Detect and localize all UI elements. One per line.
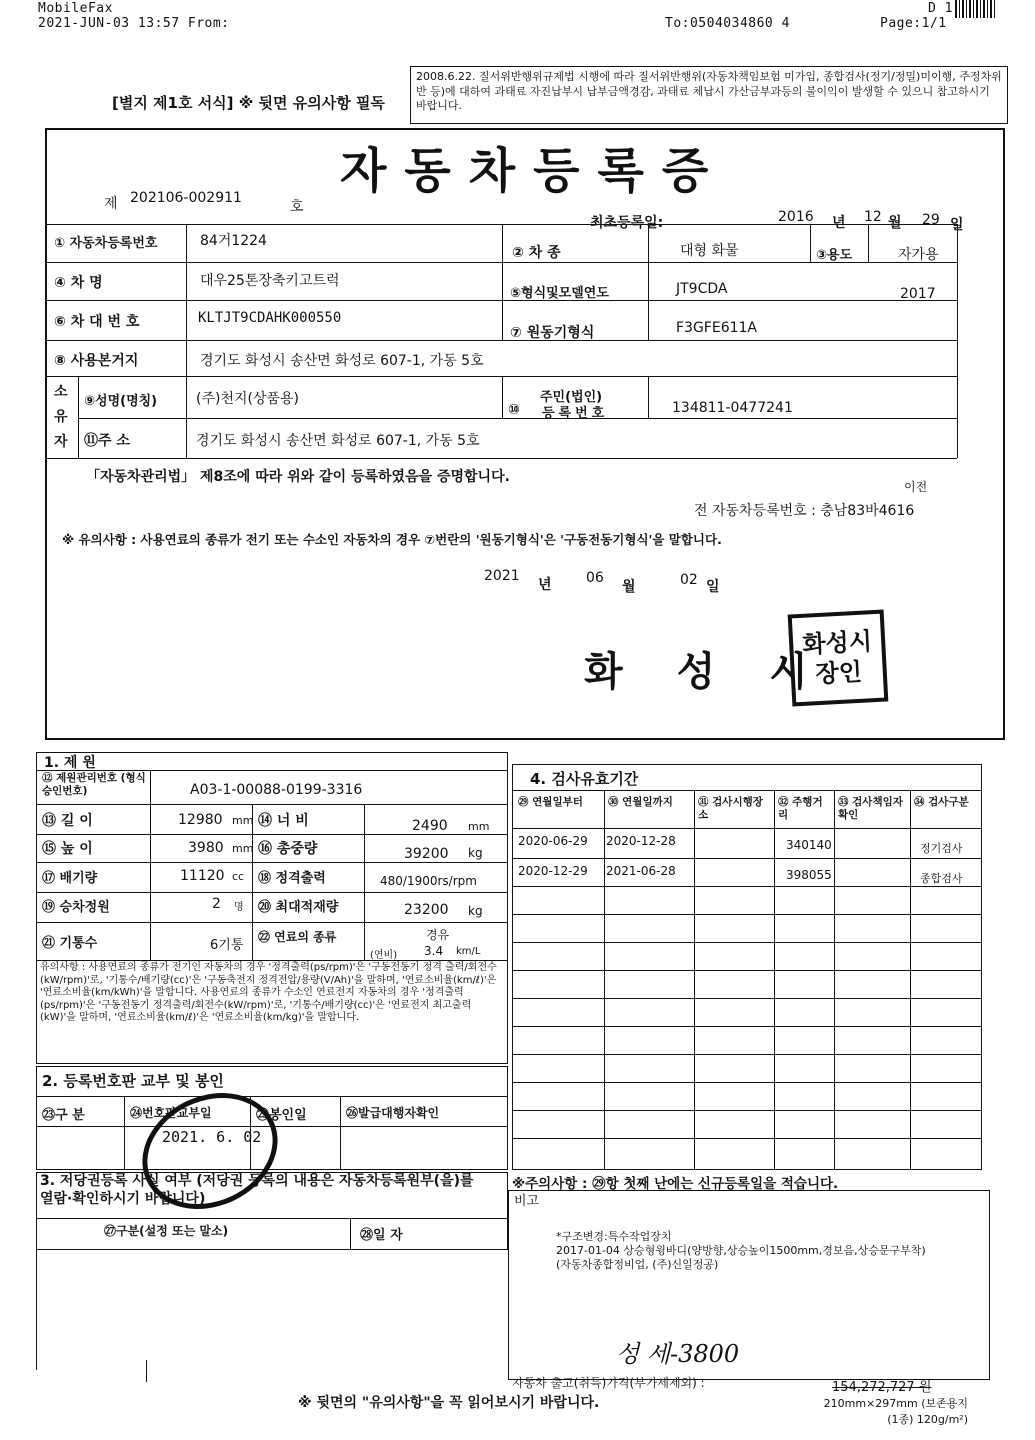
owner-side-label: 소유자 bbox=[54, 384, 68, 450]
maxload-unit: kg bbox=[468, 904, 483, 918]
insp-row1-km: 340140 bbox=[786, 838, 832, 852]
fuel-value: 경유 bbox=[426, 928, 450, 942]
first-reg-day: 29 bbox=[922, 212, 940, 228]
owner-id-value: 134811-0477241 bbox=[672, 400, 793, 416]
lien-header-kind: ㉗구분(설정 또는 말소) bbox=[104, 1224, 229, 1238]
owner-addr-value: 경기도 화성시 송산면 화성로 607-1, 가동 5호 bbox=[196, 433, 480, 449]
remarks-line2: 2017-01-04 상승형윙바디(양방향,상승높이1500mm,경보음,상승문구부착) (자동차종합정비업, (주)신일정공) bbox=[556, 1244, 926, 1271]
notice-box: 2008.6.22. 질서위반행위규제법 시행에 따라 질서위반행위(자동차책임보험 미가입, 종합검사(정기/정밀)미이행, 주정차위반 등)에 대하여 과태료 자진납부시 납부금액경감, 과태료 체납시 가산금부과등의 불이익이 발생할 수 있으니 참고하시기 바랍니다. bbox=[410, 66, 1008, 124]
fax-page-code: D 1 bbox=[928, 1, 953, 16]
displacement-label: ⑰ 배기량 bbox=[42, 871, 98, 886]
lien-title: 3. 저당권등록 사실 여부 (저당권 등록의 내용은 자동차등록원부(을)를 열람·확인하시기 바랍니다) bbox=[40, 1173, 474, 1207]
model-label: ⑤형식및모델연도 bbox=[510, 286, 609, 301]
issue-year: 2021 bbox=[484, 568, 520, 584]
first-reg-d: 일 bbox=[950, 217, 964, 233]
approval-value: A03-1-00088-0199-3316 bbox=[190, 782, 363, 798]
plate-issue-date: 2021. 6. 02 bbox=[162, 1128, 262, 1146]
power-label: ⑱ 정격출력 bbox=[258, 871, 326, 886]
fuel-eff-label: (연비) bbox=[370, 950, 398, 961]
vin-label: ⑥ 차 대 번 호 bbox=[54, 314, 140, 330]
remarks-line1: *구조변경:특수작업장치 bbox=[556, 1230, 672, 1243]
car-type-value: 대형 화물 bbox=[680, 243, 739, 259]
height-unit: mm bbox=[232, 842, 254, 855]
maxload-value: 23200 bbox=[404, 902, 449, 918]
plate-header-kind: ㉓구 분 bbox=[42, 1108, 85, 1123]
fuel-label: ㉒ 연료의 종류 bbox=[258, 930, 337, 944]
location-value: 경기도 화성시 송산면 화성로 607-1, 가동 5호 bbox=[200, 353, 484, 369]
height-value: 3980 bbox=[188, 840, 224, 856]
seats-label: ⑲ 승차정원 bbox=[42, 900, 110, 915]
power-value: 480/1900rs/rpm bbox=[380, 874, 477, 888]
fax-app-name: MobileFax bbox=[38, 1, 113, 16]
inspection-title: 4. 검사유효기간 bbox=[530, 770, 639, 788]
seats-value: 2 bbox=[212, 896, 221, 912]
reg-no-label: ① 자동차등록번호 bbox=[54, 236, 158, 251]
issue-day: 02 bbox=[680, 572, 698, 588]
reg-no-value: 84거1224 bbox=[200, 233, 267, 249]
plate-header-agent: ㉖발급대행자확인 bbox=[346, 1106, 440, 1120]
certify-statement: 「자동차관리법」 제8조에 따라 위와 같이 등록하였음을 증명합니다. bbox=[86, 469, 510, 485]
spec-title: 1. 제 원 bbox=[44, 755, 96, 771]
caution-text: ※ 유의사항 : 사용연료의 종류가 전기 또는 수소인 자동차의 경우 ⑦번란의 '원동기형식'은 '구동전동기형식'을 말합니다. bbox=[62, 532, 722, 547]
remarks-title: 비고 bbox=[514, 1194, 540, 1209]
cert-no-suffix: 호 bbox=[290, 199, 304, 215]
fuel-eff-value: 3.4 bbox=[424, 944, 444, 958]
insp-header-km: ㉜ 주행거리 bbox=[778, 796, 823, 821]
issue-y: 년 bbox=[538, 577, 552, 593]
owner-addr-label: ⑪주 소 bbox=[84, 433, 130, 449]
price-label: 자동차 출고(취득)가격(부가세제외) : bbox=[512, 1376, 705, 1390]
insp-header-kind: ㉞ 검사구분 bbox=[914, 796, 969, 808]
use-label: ③용도 bbox=[816, 248, 853, 263]
gross-unit: kg bbox=[468, 846, 483, 860]
issuer-name: 화 성 시 bbox=[584, 648, 828, 695]
footer-note: ※ 뒷면의 "유의사항"을 꼭 읽어보시기 바랍니다. bbox=[298, 1395, 600, 1411]
plate-header-issue: ㉔번호판교부일 bbox=[130, 1106, 212, 1120]
remarks-section bbox=[508, 1190, 990, 1380]
height-label: ⑮ 높 이 bbox=[42, 841, 93, 857]
prev-reg-number: 전 자동차등록번호 : 충남83바4616 bbox=[694, 503, 915, 519]
fax-page-number: Page:1/1 bbox=[880, 16, 947, 31]
engine-value: F3GFE611A bbox=[676, 320, 758, 336]
displacement-value: 11120 bbox=[180, 868, 225, 884]
first-reg-label: 최초등록일: bbox=[590, 215, 664, 231]
owner-name-value: (주)천지(상품용) bbox=[196, 391, 299, 407]
car-name-value: 대우25톤장축키고트럭 bbox=[200, 273, 340, 289]
lien-header-date: ㉘일 자 bbox=[360, 1228, 403, 1243]
model-value: JT9CDA bbox=[676, 281, 728, 297]
transfer-label: 이전 bbox=[904, 480, 928, 494]
first-reg-m: 월 bbox=[888, 215, 902, 231]
approval-label: ⑫ 제원관리번호 (형식승인번호) bbox=[42, 772, 146, 797]
length-value: 12980 bbox=[178, 812, 223, 828]
location-label: ⑧ 사용본거지 bbox=[54, 353, 139, 369]
car-type-label: ② 차 종 bbox=[512, 245, 561, 261]
handwritten-note: 성 세-3800 bbox=[616, 1340, 740, 1368]
fuel-eff-unit: km/L bbox=[456, 946, 481, 957]
price-value: 154,272,727 원 bbox=[832, 1380, 932, 1395]
fax-sent-time: 2021-JUN-03 13:57 From: bbox=[38, 16, 230, 31]
length-unit: mm bbox=[232, 814, 254, 827]
cert-number: 202106-002911 bbox=[130, 190, 242, 206]
owner-name-label: ⑨성명(명칭) bbox=[84, 394, 158, 409]
vin-value: KLTJT9CDAHK000550 bbox=[198, 310, 342, 326]
car-name-label: ④ 차 명 bbox=[54, 275, 103, 291]
insp-row1-kind: 정기검사 bbox=[920, 842, 963, 855]
gross-value: 39200 bbox=[404, 846, 449, 862]
insp-header-check: ㉝ 검사책임자확인 bbox=[838, 796, 903, 821]
width-unit: mm bbox=[468, 820, 490, 833]
spec-note: 유의사항 : 사용연료의 종류가 전기인 자동차의 경우 '정격출력(ps/rpm)'은 '구동전동기 정격 출력/회전수(kW/rpm)'로, '기통수/배기량(cc)'은 '구동축전지 정격전압/용량(V/Ah)'을 말하며, '연료소비율(km/ℓ)'은 '연료소비율(km/kWh)'을 말합니다. 사용연료의 종류가 수소인 연료전지 자동차의 경우 '정격출력(ps/rpm)'은 '구동전동기 정격출력/회전수(kW/rpm)'로, '기통수/배기량(cc)'은 '연료전지 최고출력(kW)'을 말하며, '연료소비율(km/ℓ)'은 '연료소비율(km/kg)'을 말합니다. bbox=[40, 962, 497, 1023]
owner-id-num: ⑩ bbox=[508, 402, 520, 418]
issue-d: 일 bbox=[706, 579, 720, 595]
form-label: [별지 제1호 서식] ※ 뒷면 유의사항 필독 bbox=[112, 94, 385, 112]
insp-row2-to: 2021-06-28 bbox=[606, 864, 676, 878]
cylinders-value: 6기통 bbox=[210, 938, 244, 953]
plate-title: 2. 등록번호판 교부 및 봉인 bbox=[42, 1072, 224, 1090]
width-value: 2490 bbox=[412, 818, 448, 834]
first-reg-year: 2016 bbox=[778, 209, 814, 225]
insp-row1-to: 2020-12-28 bbox=[606, 834, 676, 848]
engine-label: ⑦ 원동기형식 bbox=[510, 325, 595, 341]
gross-label: ⑯ 총중량 bbox=[258, 841, 318, 857]
insp-header-to: ㉚ 연월일까지 bbox=[608, 796, 673, 808]
cert-no-prefix: 제 bbox=[104, 196, 118, 212]
insp-row2-km: 398055 bbox=[786, 868, 832, 882]
insp-row2-from: 2020-12-29 bbox=[518, 864, 588, 878]
insp-header-from: ㉙ 연월일부터 bbox=[518, 796, 583, 808]
paper-spec: 210mm×297mm (보존용지(1종) 120g/m²) bbox=[823, 1397, 968, 1426]
owner-id-label2: 등록번호 bbox=[542, 406, 609, 421]
plate-header-seal: ㉕봉인일 bbox=[256, 1108, 307, 1123]
model-year: 2017 bbox=[900, 286, 936, 302]
length-label: ⑬ 길 이 bbox=[42, 813, 93, 829]
page-title: 자동차등록증 bbox=[340, 143, 727, 199]
maxload-label: ⑳ 최대적재량 bbox=[258, 900, 339, 915]
first-reg-month: 12 bbox=[864, 209, 882, 225]
owner-id-label1: 주민(법인) bbox=[540, 390, 603, 405]
width-label: ⑭ 너 비 bbox=[258, 813, 309, 829]
inspection-footnote: ※주의사항 : ㉙항 첫째 난에는 신규등록일을 적습니다. bbox=[512, 1176, 839, 1192]
insp-row2-kind: 종합검사 bbox=[920, 872, 963, 885]
insp-row1-from: 2020-06-29 bbox=[518, 834, 588, 848]
insp-header-place: ㉛ 검사시행장소 bbox=[698, 796, 763, 821]
issue-month: 06 bbox=[586, 570, 604, 586]
official-seal: 화성시장인 bbox=[788, 610, 889, 707]
seats-unit: 명 bbox=[234, 902, 244, 913]
use-value: 자가용 bbox=[898, 247, 939, 263]
cylinders-label: ㉑ 기통수 bbox=[42, 936, 98, 951]
issue-m: 월 bbox=[622, 579, 636, 595]
displacement-unit: cc bbox=[232, 870, 245, 883]
fax-recipient: To:0504034860 4 bbox=[665, 16, 790, 31]
first-reg-y: 년 bbox=[832, 215, 846, 231]
barcode-icon bbox=[955, 0, 997, 18]
